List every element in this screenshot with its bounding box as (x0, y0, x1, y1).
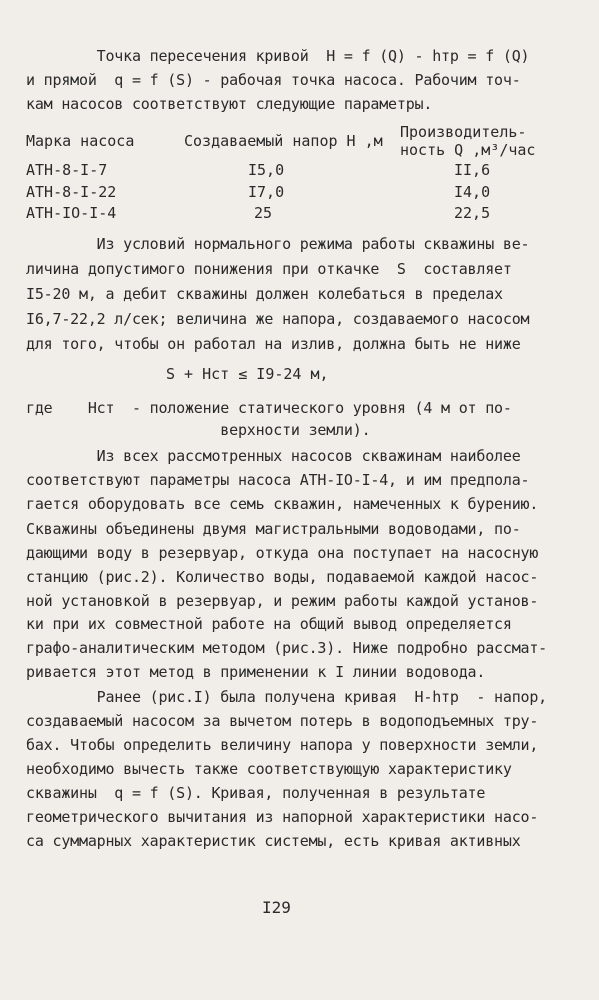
text-line: ривается этот метод в применении к I линии водовода. (26, 663, 486, 681)
text-line: для того, чтобы он работал на излив, должна быть не ниже (26, 335, 521, 353)
table-cell-brand: АТН-IO-I-4 (26, 204, 117, 222)
table-cell-brand: АТН-8-I-22 (26, 183, 117, 201)
text-line: скважины q = f (S). Кривая, полученная в результате (26, 784, 486, 802)
text-line: I6,7-22,2 л/сек; величина же напора, создаваемого насосом (26, 310, 530, 328)
text-line: ки при их совместной работе на общий вывод определяется (26, 615, 512, 633)
text-line: необходимо вычесть также соответствующую характеристику (26, 760, 512, 778)
text-line: верхности земли). (26, 421, 371, 439)
table-cell-head: I5,0 (248, 161, 285, 179)
page-number: I29 (262, 898, 291, 917)
text-line: Из всех рассмотренных насосов скважинам наиболее (26, 447, 521, 465)
text-line: I5-20 м, а дебит скважины должен колебаться в пределах (26, 285, 503, 303)
text-line: Из условий нормального режима работы скважины ве- (26, 235, 530, 253)
text-line: и прямой q = f (S) - рабочая точка насоса. Рабочим точ- (26, 71, 521, 89)
table-header-capacity-2: ность Q ,м³/час (400, 141, 536, 159)
formula: S + Hст ≤ I9-24 м, (166, 365, 329, 383)
text-line: Точка пересечения кривой H = f (Q) - hтр = f (Q) (26, 47, 530, 65)
text-line: дающими воду в резервуар, откуда она поступает на насосную (26, 544, 539, 562)
table-header-brand: Марка насоса (26, 132, 135, 150)
table-header-head: Создаваемый напор H ,м (184, 132, 383, 150)
text-line: Скважины объединены двумя магистральными водоводами, по- (26, 520, 521, 538)
text-line: создаваемый насосом за вычетом потерь в водоподъемных тру- (26, 712, 539, 730)
table-cell-capacity: I4,0 (454, 183, 491, 201)
text-line: са суммарных характеристик системы, есть кривая активных (26, 832, 521, 850)
text-line: геометрического вычитания из напорной характеристики насо- (26, 808, 539, 826)
text-line: бах. Чтобы определить величину напора у поверхности земли, (26, 736, 539, 754)
table-cell-capacity: II,6 (454, 161, 491, 179)
text-line: личина допустимого понижения при откачке S составляет (26, 260, 512, 278)
text-line: где Hст - положение статического уровня (4 м от по- (26, 399, 512, 417)
text-line: станцию (рис.2). Количество воды, подаваемой каждой насос- (26, 568, 539, 586)
text-line: гается оборудовать все семь скважин, намеченных к бурению. (26, 495, 539, 513)
text-line: соответствуют параметры насоса АТН-IO-I-4, и им предпола- (26, 471, 530, 489)
table-cell-brand: АТН-8-I-7 (26, 161, 108, 179)
table-cell-head: I7,0 (248, 183, 285, 201)
table-cell-head: 25 (254, 204, 273, 222)
table-cell-capacity: 22,5 (454, 204, 491, 222)
text-line: графо-аналитическим методом (рис.3). Ниже подробно рассмат- (26, 639, 548, 657)
text-line: кам насосов соответствуют следующие параметры. (26, 95, 433, 113)
text-line: Ранее (рис.I) была получена кривая H-hтр - напор, (26, 688, 548, 706)
text-line: ной установкой в резервуар, и режим работы каждой установ- (26, 592, 539, 610)
table-header-capacity-1: Производитель- (400, 123, 527, 141)
